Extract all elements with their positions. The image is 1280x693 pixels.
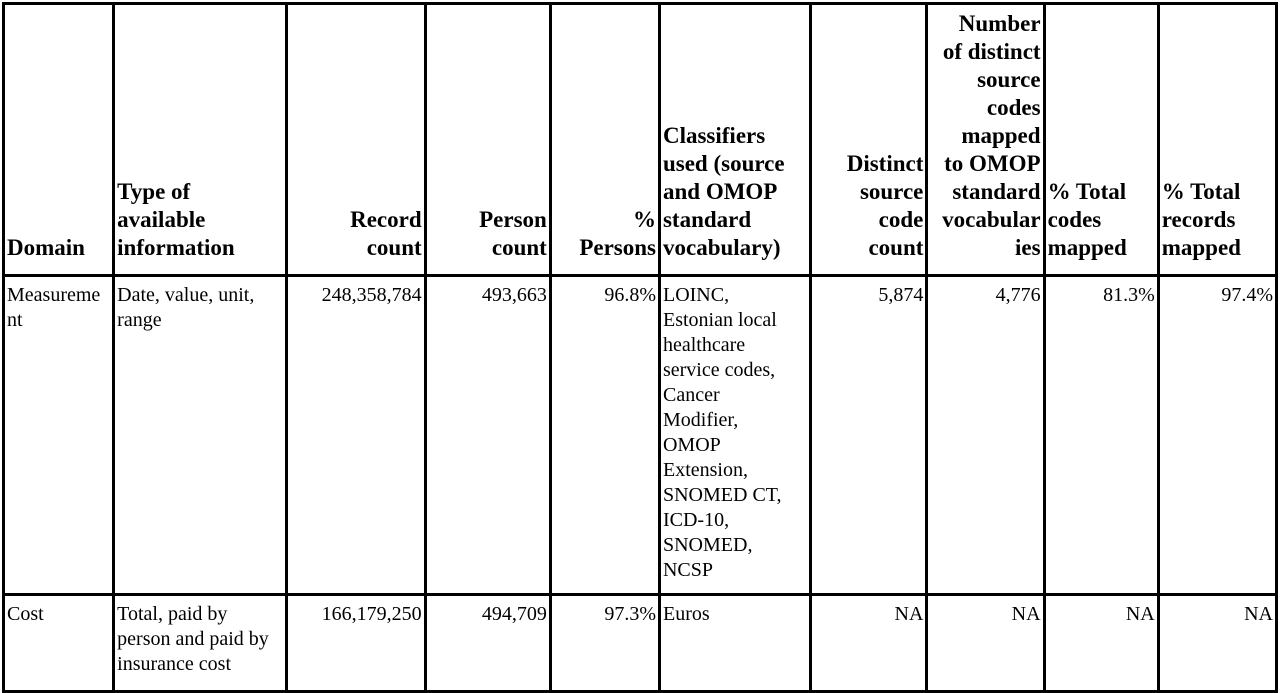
cell-type-of-information: Date, value, unit, range <box>114 276 287 595</box>
header-distinct-codes-mapped: Number of distinct source codes mapped to OMOP standard vocabular ies <box>927 4 1044 276</box>
cell-percent-records-mapped: 97.4% <box>1158 276 1276 595</box>
cell-percent-persons: 97.3% <box>550 595 659 692</box>
cell-distinct-codes-mapped: 4,776 <box>927 276 1044 595</box>
cell-distinct-source-code-count: 5,874 <box>811 276 927 595</box>
header-distinct-source-code-count: Distinct source code count <box>811 4 927 276</box>
header-domain: Domain <box>4 4 114 276</box>
header-percent-persons: % Persons <box>550 4 659 276</box>
cell-percent-persons: 96.8% <box>550 276 659 595</box>
cell-person-count: 493,663 <box>425 276 550 595</box>
cell-classifiers: Euros <box>659 595 810 692</box>
header-percent-codes-mapped: % Total codes mapped <box>1044 4 1158 276</box>
cell-domain: Measurement <box>4 276 114 595</box>
header-percent-records-mapped: % Total records mapped <box>1158 4 1276 276</box>
header-person-count: Person count <box>425 4 550 276</box>
header-record-count: Record count <box>287 4 425 276</box>
cell-distinct-codes-mapped: NA <box>927 595 1044 692</box>
cell-percent-codes-mapped: NA <box>1044 595 1158 692</box>
header-type-of-information: Type of available information <box>114 4 287 276</box>
cell-percent-codes-mapped: 81.3% <box>1044 276 1158 595</box>
cell-classifiers: LOINC, Estonian local healthcare service codes, Cancer Modifier, OMOP Extension, SNOMED CT, ICD-10, SNOMED, NCSP <box>659 276 810 595</box>
cell-person-count: 494,709 <box>425 595 550 692</box>
data-table <box>2 2 1278 693</box>
cell-distinct-source-code-count: NA <box>811 595 927 692</box>
header-classifiers: Classifiers used (source and OMOP standard vocabulary) <box>659 4 810 276</box>
cell-percent-records-mapped: NA <box>1158 595 1276 692</box>
table-row <box>4 595 1277 692</box>
cell-type-of-information: Total, paid by person and paid by insurance cost <box>114 595 287 692</box>
cell-record-count: 248,358,784 <box>287 276 425 595</box>
table-row <box>4 276 1277 595</box>
cell-record-count: 166,179,250 <box>287 595 425 692</box>
header-row <box>4 4 1277 276</box>
cell-domain: Cost <box>4 595 114 692</box>
